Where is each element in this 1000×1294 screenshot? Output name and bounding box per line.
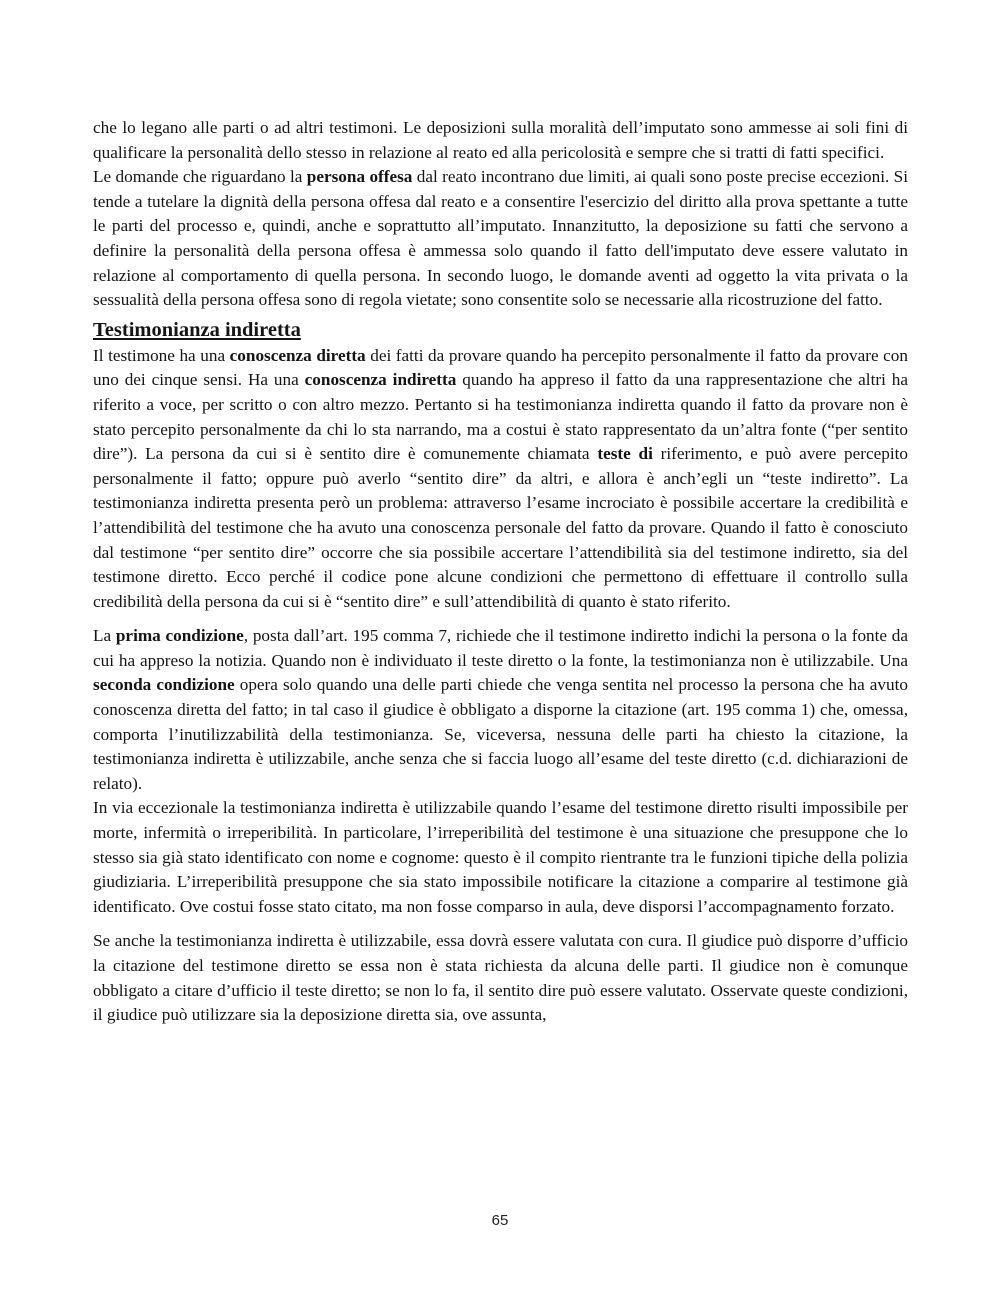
bold-term: conoscenza diretta [229, 345, 366, 365]
bold-term: prima condizione [115, 626, 244, 646]
bold-term: seconda condizione [93, 675, 235, 695]
paragraph-exceptions: In via eccezionale la testimonianza indiretta è utilizzabile quando l’esame del testimone diretto risulti impossibile per morte, infermità o irreperibilità. In particolare, l’irreperibilità del testimone è una situazione che presuppone che lo stesso sia già stato identificato con nome e cognome: questo è il compito rientrante tra le funzioni tipiche della polizia giudiziaria. L’irreperibilità presuppone che sia stato impossibile notificare la citazione a comparire al testimone già identificato. Ove costui fosse stato citato, ma non fosse comparso in aula, deve disporsi l’accompagnamento forzato. [93, 798, 908, 916]
section-heading: Testimonianza indiretta [93, 318, 301, 341]
paragraph-evaluation: Se anche la testimonianza indiretta è utilizzabile, essa dovrà essere valutata con cura. Il giudice può disporre d’ufficio la citazione del testimone diretto se essa non è stata richiesta da alcuna delle parti. Il giudice non è comunque obbligato a citare d’ufficio il teste diretto; se non lo fa, il sentito dire può essere valutato. Osservate queste condizioni, il giudice può utilizzare sia la deposizione diretta sia, ove assunta, [93, 931, 908, 1025]
paragraph-character-depositions: che lo legano alle parti o ad altri testimoni. Le deposizioni sulla moralità dell’imputato sono ammesse ai soli fini di qualificare la personalità dello stesso in relazione al reato ed alla pericolosità e sempre che si tratti di fatti specifici. [93, 118, 908, 162]
document-body [93, 116, 908, 1028]
bold-term: teste di [597, 444, 653, 464]
page-number: 65 [491, 1212, 509, 1229]
paragraph-indirect-testimony: Il testimone ha una conoscenza diretta dei fatti da provare quando ha percepito personalmente il fatto da provare con uno dei cinque sensi. Ha una conoscenza indiretta quando ha appreso il fatto da una rappresentazione che altri ha riferito a voce, per scritto o con altro mezzo. Pertanto si ha testimonianza indiretta quando il fatto da provare non è stato percepito personalmente da chi lo sta narrando, ma a costui è stato rappresentato da un’altra fonte (“per sentito dire”). La persona da cui si è sentito dire è comunemente chiamata teste di riferimento, e può avere percepito personalmente il fatto; oppure può averlo “sentito dire” da altri, e allora è anch’egli un “teste indiretto”. La testimonianza indiretta presenta però un problema: attraverso l’esame incrociato è possibile accertare la credibilità e l’attendibilità del testimone che ha avuto una conoscenza personale del fatto da provare. Quando il fatto è conosciuto dal testimone “per sentito dire” occorre che sia possibile accertare l’attendibilità sia del testimone indiretto, sia del testimone diretto. Ecco perché il codice pone alcune condizioni che permettono di effettuare il controllo sulla credibilità della persona da cui si è “sentito dire” e sull’attendibilità di quanto è stato riferito. [93, 345, 909, 611]
bold-term: persona offesa [306, 167, 413, 187]
paragraph-conditions: La prima condizione, posta dall’art. 195 comma 7, richiede che il testimone indiretto indichi la persona o la fonte da cui ha appreso la notizia. Quando non è individuato il teste diretto o la fonte, la testimonianza non è utilizzabile. Una seconda condizione opera solo quando una delle parti chiede che venga sentita nel processo la persona che ha avuto conoscenza diretta del fatto; in tal caso il giudice è obbligato a disporne la citazione (art. 195 comma 1) che, omessa, comporta l’inutilizzabilità della testimonianza. Se, viceversa, nessuna delle parti ha chiesto la citazione, la testimonianza indiretta è utilizzabile, anche senza che si faccia luogo all’esame del teste diretto (c.d. dichiarazioni de relato). [93, 626, 908, 793]
paragraph-offended-person: Le domande che riguardano la persona offesa dal reato incontrano due limiti, ai quali sono poste precise eccezioni. Si tende a tutelare la dignità della persona offesa dal reato e a consentire l'esercizio del diritto alla prova spettante a tutte le parti del processo e, quindi, anche e soprattutto all’imputato. Innanzitutto, la deposizione su fatti che servono a definire la personalità della persona offesa è ammessa solo quando il fatto dell'imputato deve essere valutato in relazione al comportamento di quella persona. In secondo luogo, le domande aventi ad oggetto la vita privata o la sessualità della persona offesa sono di regola vietate; sono consentite solo se necessarie alla ricostruzione del fatto. [93, 167, 908, 310]
bold-term: conoscenza indiretta [304, 370, 457, 390]
